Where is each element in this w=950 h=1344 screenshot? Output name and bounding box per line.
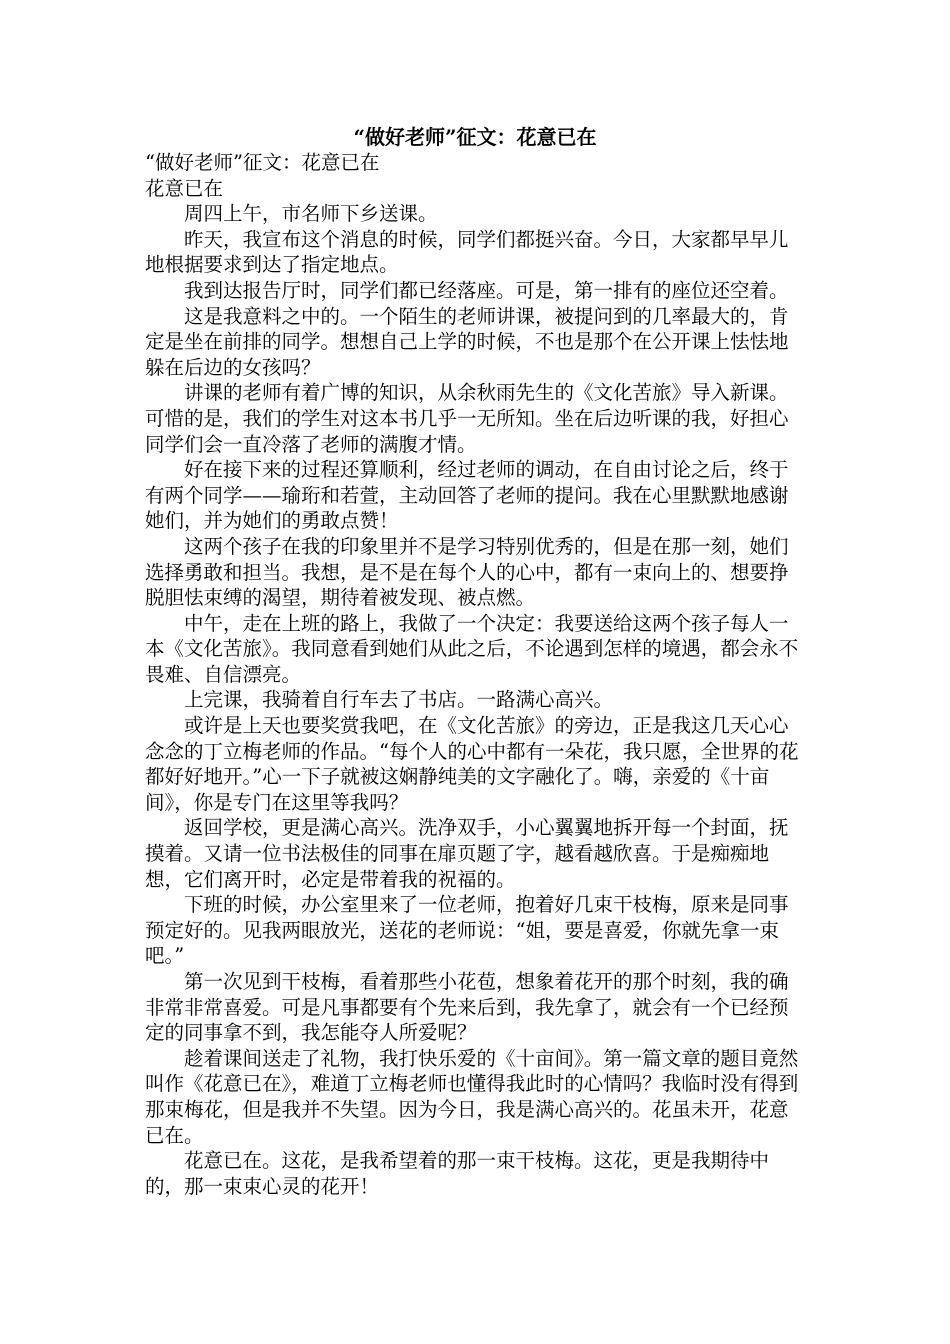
paragraph: 下班的时候，办公室里来了一位老师，抱着好几束干枝梅，原来是同事预定好的。见我两眼放光，送花的老师说：“姐，要是喜爱，你就先拿一束吧。” — [145, 893, 789, 968]
document-subtitle: “做好老师”征文：花意已在 — [145, 151, 380, 174]
paragraph: 趁着课间送走了礼物，我打快乐爱的《十亩间》。第一篇文章的题目竟然叫作《花意已在》，难道丁立梅老师也懂得我此时的心情吗？我临时没有得到那束梅花，但是我并不失望。因为今日，我是满心高兴的。花虽未开，花意已在。 — [145, 1046, 799, 1147]
paragraph: 昨天，我宣布这个消息的时候，同学们都挺兴奋。今日，大家都早早儿地根据要求到达了指定地点。 — [145, 227, 789, 277]
paragraph: 上完课，我骑着自行车去了书店。一路满心高兴。 — [184, 688, 614, 712]
document-title: “做好老师”征文：花意已在 — [353, 125, 597, 149]
paragraph: 返回学校，更是满心高兴。洗净双手，小心翼翼地拆开每一个封面，抚摸着。又请一位书法极佳的同事在扉页题了字，越看越欣喜。于是痴痴地想，它们离开时，必定是带着我的祝福的。 — [145, 816, 789, 891]
paragraph: 我到达报告厅时，同学们都已经落座。可是，第一排有的座位还空着。 — [184, 278, 789, 302]
paragraph: 花意已在。这花，是我希望着的那一束干枝梅。这花，更是我期待中的，那一束束心灵的花开！ — [145, 1149, 770, 1198]
paragraph: 这是我意料之中的。一个陌生的老师讲课，被提问到的几率最大的，肯定是坐在前排的同学。想想自己上学的时候，不也是那个在公开课上怯怯地躲在后边的女孩吗？ — [145, 304, 789, 379]
paragraph: 中午，走在上班的路上，我做了一个决定：我要送给这两个孩子每人一本《文化苦旅》。我同意看到她们从此之后，不论遇到怎样的境遇，都会永不畏难、自信漂亮。 — [145, 611, 799, 686]
document-body — [145, 150, 805, 1199]
paragraph: 第一次见到干枝梅，看着那些小花苞，想象着花开的那个时刻，我的确非常非常喜爱。可是凡事都要有个先来后到，我先拿了，就会有一个已经预定的同事拿不到，我怎能夺人所爱呢？ — [145, 970, 789, 1045]
paragraph: 好在接下来的过程还算顺利，经过老师的调动，在自由讨论之后，终于有两个同学——瑜珩和若萱，主动回答了老师的提问。我在心里默默地感谢她们，并为她们的勇敢点赞！ — [145, 458, 789, 533]
paragraph: 或许是上天也要奖赏我吧，在《文化苦旅》的旁边，正是我这几天心心念念的丁立梅老师的作品。“每个人的心中都有一朵花，我只愿，全世界的花都好好地开。”心一下子就被这娴静纯美的文字融化了。嗨，亲爱的《十亩间》，你是专门在这里等我吗？ — [145, 714, 799, 814]
paragraph: 这两个孩子在我的印象里并不是学习特别优秀的，但是在那一刻，她们选择勇敢和担当。我想，是不是在每个人的心中，都有一束向上的、想要挣脱胆怯束缚的渴望，期待着被发现、被点燃。 — [145, 534, 789, 610]
document-heading: 花意已在 — [145, 176, 224, 200]
paragraph: 周四上午，市名师下乡送课。 — [184, 202, 438, 226]
paragraph: 讲课的老师有着广博的知识，从余秋雨先生的《文化苦旅》导入新课。可惜的是，我们的学生对这本书几乎一无所知。坐在后边听课的我，好担心同学们会一直冷落了老师的满腹才情。 — [145, 381, 789, 456]
